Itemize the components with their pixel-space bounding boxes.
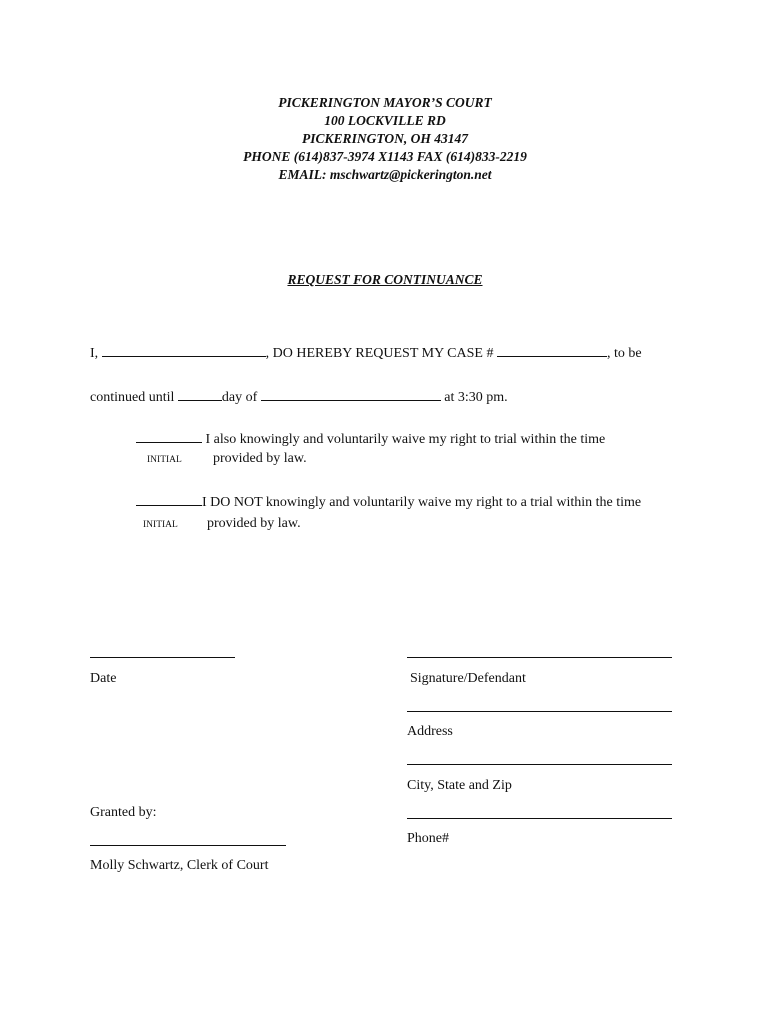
waive-text-1-cont: provided by law. [213, 451, 307, 466]
court-phone-fax: PHONE (614)837-3974 X1143 FAX (614)833-2219 [243, 149, 527, 164]
request-text-continued: continued until [90, 390, 175, 405]
waive-text-2: I DO NOT knowingly and voluntarily waive my right to a trial within the time [202, 495, 642, 510]
address-label: Address [407, 724, 453, 739]
request-text-day-of: day of [221, 390, 258, 405]
initial-label-1: INITIAL [147, 455, 182, 465]
waive-text-2-cont: provided by law. [207, 516, 301, 531]
date-line[interactable] [90, 657, 235, 658]
waive-option-1 [136, 430, 605, 448]
court-header [0, 94, 770, 184]
request-text-i: I, [90, 346, 99, 361]
court-name: PICKERINGTON MAYOR’S COURT [278, 95, 492, 110]
request-text-case: , DO HEREBY REQUEST MY CASE # [265, 346, 494, 361]
court-city: PICKERINGTON, OH 43147 [302, 131, 468, 146]
address-line[interactable] [407, 711, 672, 712]
request-text-time: at 3:30 pm. [444, 390, 508, 405]
continue-month-field[interactable] [261, 388, 441, 401]
waive-option-2 [136, 493, 641, 511]
city-state-zip-label: City, State and Zip [407, 778, 512, 793]
phone-label: Phone# [407, 831, 449, 846]
court-email: EMAIL: mschwartz@pickerington.net [278, 167, 492, 182]
waive-text-1: I also knowingly and voluntarily waive my right to trial within the time [205, 432, 606, 447]
form-title: REQUEST FOR CONTINUANCE [287, 272, 483, 287]
clerk-label: Molly Schwartz, Clerk of Court [90, 858, 269, 873]
initial-field-1[interactable] [136, 430, 202, 443]
date-label: Date [90, 671, 117, 686]
name-field[interactable] [102, 344, 266, 357]
request-line-1 [90, 344, 642, 362]
case-number-field[interactable] [497, 344, 607, 357]
city-state-zip-line[interactable] [407, 764, 672, 765]
phone-line[interactable] [407, 818, 672, 819]
court-street: 100 LOCKVILLE RD [324, 113, 446, 128]
continue-day-field[interactable] [178, 388, 222, 401]
request-text-to-be: , to be [606, 346, 642, 361]
signature-line[interactable] [407, 657, 672, 658]
initial-label-2: INITIAL [143, 520, 178, 530]
clerk-signature-line[interactable] [90, 845, 286, 846]
request-line-2 [90, 388, 508, 406]
granted-by-label: Granted by: [90, 805, 157, 820]
initial-field-2[interactable] [136, 493, 202, 506]
signature-label: Signature/Defendant [410, 671, 526, 686]
